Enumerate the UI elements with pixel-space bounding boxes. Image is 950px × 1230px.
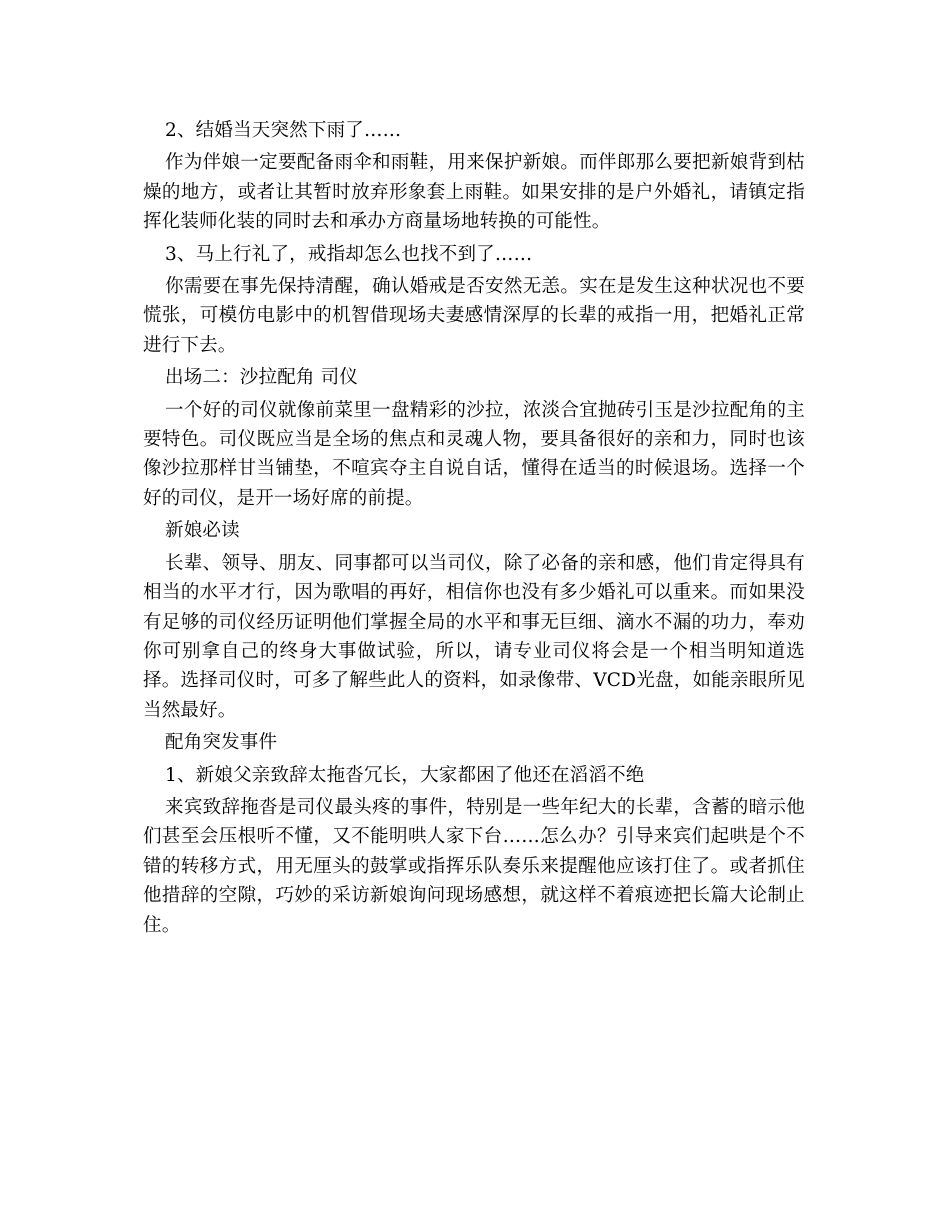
paragraph-rain-advice: 作为伴娘一定要配备雨伞和雨鞋，用来保护新娘。而伴郎那么要把新娘背到枯燥的地方，或者让其暂时放弃形象套上雨鞋。如果安排的是户外婚礼，请镇定指挥化装师化装的同时去和承办方商量场地转换的可能性。 — [143, 152, 805, 233]
paragraph-bride-must-read: 长辈、领导、朋友、同事都可以当司仪，除了必备的亲和感，他们肯定得具有相当的水平才行，因为歌唱的再好，相信你也没有多少婚礼可以重来。而如果没有足够的司仪经历证明他们掌握全局的水平和事无巨细、滴水不漏的功力，奉劝你可别拿自己的终身大事做试验，所以，请专业司仪将会是一个相当明知道选择。选择司仪时，可多了解些此人的资料，如录像带、VCD光盘，如能亲眼所见当然最好。 — [143, 552, 805, 721]
paragraph-host-intro: 一个好的司仪就像前菜里一盘精彩的沙拉，浓淡合宜抛砖引玉是沙拉配角的主要特色。司仪既应当是全场的焦点和灵魂人物，要具备很好的亲和力，同时也该像沙拉那样甘当铺垫，不喧宾夺主自说自话，懂得在适当的时候退场。选择一个好的司仪，是开一场好席的前提。 — [143, 399, 805, 509]
subheading-bride-must-read: 新娘必读 — [165, 520, 240, 542]
heading-ring: 3、马上行礼了，戒指却怎么也找不到了…… — [165, 243, 533, 265]
heading-father-speech: 1、新娘父亲致辞太拖沓冗长，大家都困了他还在滔滔不绝 — [165, 764, 645, 786]
document-body — [143, 116, 805, 943]
paragraph-father-speech-advice: 来宾致辞拖沓是司仪最头疼的事件，特别是一些年纪大的长辈，含蓄的暗示他们甚至会压根听不懂，又不能明哄人家下台……怎么办？引导来宾们起哄是个不错的转移方式，用无厘头的鼓掌或指挥乐队奏乐来提醒他应该打住了。或者抓住他措辞的空隙，巧妙的采访新娘询问现场感想，就这样不着痕迹把长篇大论制止住。 — [143, 796, 805, 936]
subheading-supporting-incidents: 配角突发事件 — [165, 732, 278, 754]
section-title-host: 出场二：沙拉配角 司仪 — [165, 367, 359, 389]
heading-rain: 2、结婚当天突然下雨了…… — [165, 120, 402, 141]
paragraph-ring-advice: 你需要在事先保持清醒，确认婚戒是否安然无恙。实在是发生这种状况也不要慌张，可模仿电影中的机智借现场夫妻感情深厚的长辈的戒指一用，把婚礼正常进行下去。 — [143, 276, 805, 356]
